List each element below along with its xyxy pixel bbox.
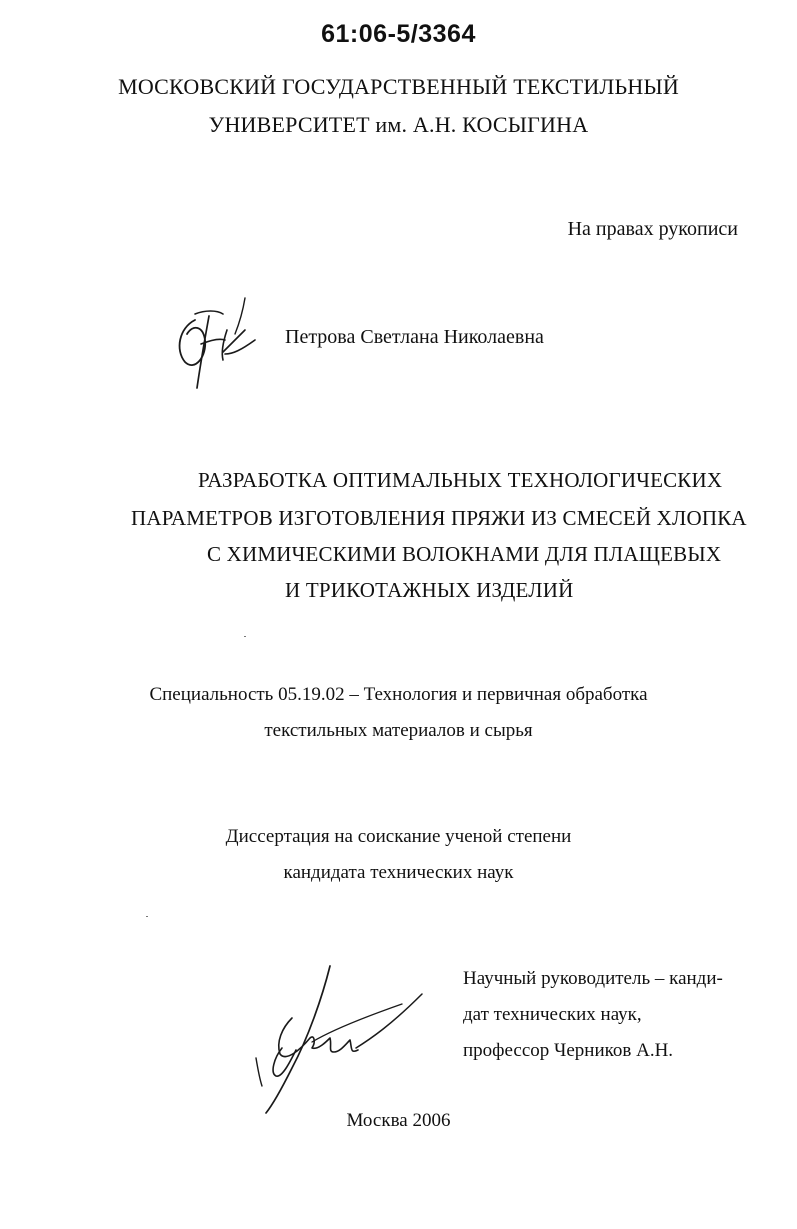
scan-speck (244, 636, 246, 637)
degree-line-2: кандидата технических наук (283, 862, 514, 883)
supervisor-signature-icon (252, 958, 432, 1118)
supervisor-line-3: профессор Черников А.Н. (463, 1040, 674, 1061)
thesis-title-line-4: И ТРИКОТАЖНЫХ ИЗДЕЛИЙ (285, 578, 574, 602)
thesis-title-line-1: РАЗРАБОТКА ОПТИМАЛЬНЫХ ТЕХНОЛОГИЧЕСКИХ (198, 468, 723, 492)
city-year: Москва 2006 (346, 1110, 451, 1131)
university-name-line-2: УНИВЕРСИТЕТ им. А.Н. КОСЫГИНА (208, 112, 589, 137)
specialty-line-1: Специальность 05.19.02 – Технология и первичная обработка (149, 684, 648, 705)
university-name-line-1: МОСКОВСКИЙ ГОСУДАРСТВЕННЫЙ ТЕКСТИЛЬНЫЙ (118, 74, 679, 99)
specialty-line-2: текстильных материалов и сырья (264, 720, 533, 741)
author-signature-icon (165, 290, 275, 395)
degree-line-1: Диссертация на соискание ученой степени (225, 826, 572, 847)
supervisor-line-1: Научный руководитель – канди- (463, 968, 723, 989)
author-name: Петрова Светлана Николаевна (285, 326, 544, 348)
thesis-title-line-3: С ХИМИЧЕСКИМИ ВОЛОКНАМИ ДЛЯ ПЛАЩЕВЫХ (207, 542, 722, 566)
scan-speck (146, 916, 148, 917)
supervisor-line-2: дат технических наук, (463, 1004, 642, 1025)
thesis-title-line-2: ПАРАМЕТРОВ ИЗГОТОВЛЕНИЯ ПРЯЖИ ИЗ СМЕСЕЙ ХЛОПКА (131, 506, 747, 530)
manuscript-rights-note: На правах рукописи (567, 218, 738, 240)
catalog-number: 61:06-5/3364 (321, 20, 476, 48)
